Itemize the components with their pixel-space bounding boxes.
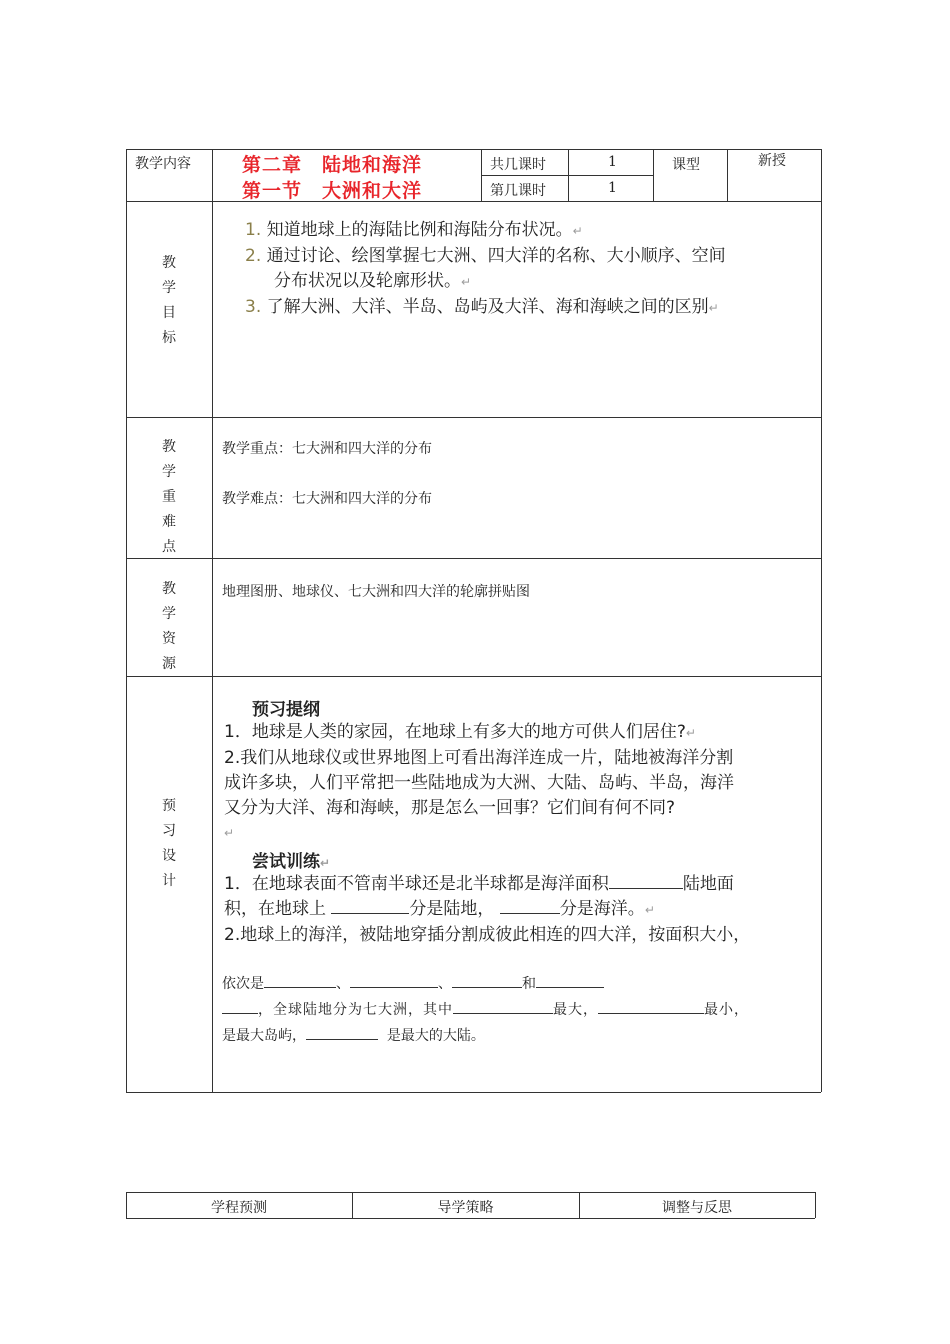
lesson-type-value: 新授 bbox=[758, 153, 786, 169]
chapter-title: 第二章 陆地和海洋 bbox=[242, 154, 423, 176]
lesson-number-value: 1 bbox=[608, 180, 617, 196]
key-points-label: 教 学 重 难 点 bbox=[162, 439, 176, 555]
resources-text: 地理图册、地球仪、七大洲和四大洋的轮廓拼贴图 bbox=[222, 584, 530, 600]
header-label: 教学内容 bbox=[135, 156, 191, 172]
goal-item: 1. 知道地球上的海陆比例和海陆分布状况。↵ bbox=[245, 220, 583, 240]
goal-item: 3. 了解大洲、大洋、半岛、岛屿及大洋、海和海峡之间的区别↵ bbox=[245, 297, 719, 317]
table-divider-label bbox=[212, 149, 213, 1092]
resources-label: 教 学 资 源 bbox=[162, 581, 176, 672]
preview-label: 预 习 设 计 bbox=[162, 798, 176, 889]
bottom-col-reflection: 调整与反思 bbox=[662, 1200, 732, 1216]
section-title: 第一节 大洲和大洋 bbox=[242, 180, 423, 202]
lesson-number-label: 第几课时 bbox=[490, 183, 546, 199]
key-point-difficulty: 教学难点：七大洲和四大洋的分布 bbox=[222, 491, 432, 507]
bottom-col-forecast: 学程预测 bbox=[211, 1200, 267, 1216]
key-point-focus: 教学重点：七大洲和四大洋的分布 bbox=[222, 441, 432, 457]
goal-item: 2. 通过讨论、绘图掌握七大洲、四大洋的名称、大小顺序、空间 bbox=[245, 246, 726, 266]
goals-list bbox=[245, 218, 815, 321]
practice-fill-blanks: 依次是 、 、 和 ，全球陆地分为七大洲，其中 最大， 最小， 是最大岛屿， 是最大的大陆。 bbox=[222, 971, 812, 1049]
practice-title: 尝试训练↵ bbox=[252, 852, 331, 872]
goal-item: 分布状况以及轮廓形状。↵ bbox=[274, 271, 472, 291]
total-hours-label: 共几课时 bbox=[490, 157, 546, 173]
total-hours-value: 1 bbox=[608, 154, 617, 170]
bottom-col-strategy: 导学策略 bbox=[437, 1200, 494, 1216]
practice-questions: 1．在地球表面不管南半球还是北半球都是海洋面积 陆地面 积，在地球上 分是陆地， 分是海洋。↵ 2.地球上的海洋，被陆地穿插分割成彼此相连的四大洋，按面积大小， bbox=[224, 874, 751, 945]
outline-title: 预习提纲 bbox=[252, 700, 320, 720]
table-border-right bbox=[821, 149, 822, 1092]
preview-outline: 1．地球是人类的家园，在地球上有多大的地方可供人们居住?↵ 2.我们从地球仪或世界地图上可看出海洋连成一片，陆地被海洋分割 成许多块，人们平常把一些陆地成为大洲、大陆、岛屿、半岛，海洋 又分为大洋、海和海峡，那是怎么一回事？它们间有何不同? ↵ bbox=[224, 722, 734, 840]
goals-label: 教 学 目 标 bbox=[162, 255, 176, 346]
lesson-type-label: 课型 bbox=[672, 157, 700, 173]
